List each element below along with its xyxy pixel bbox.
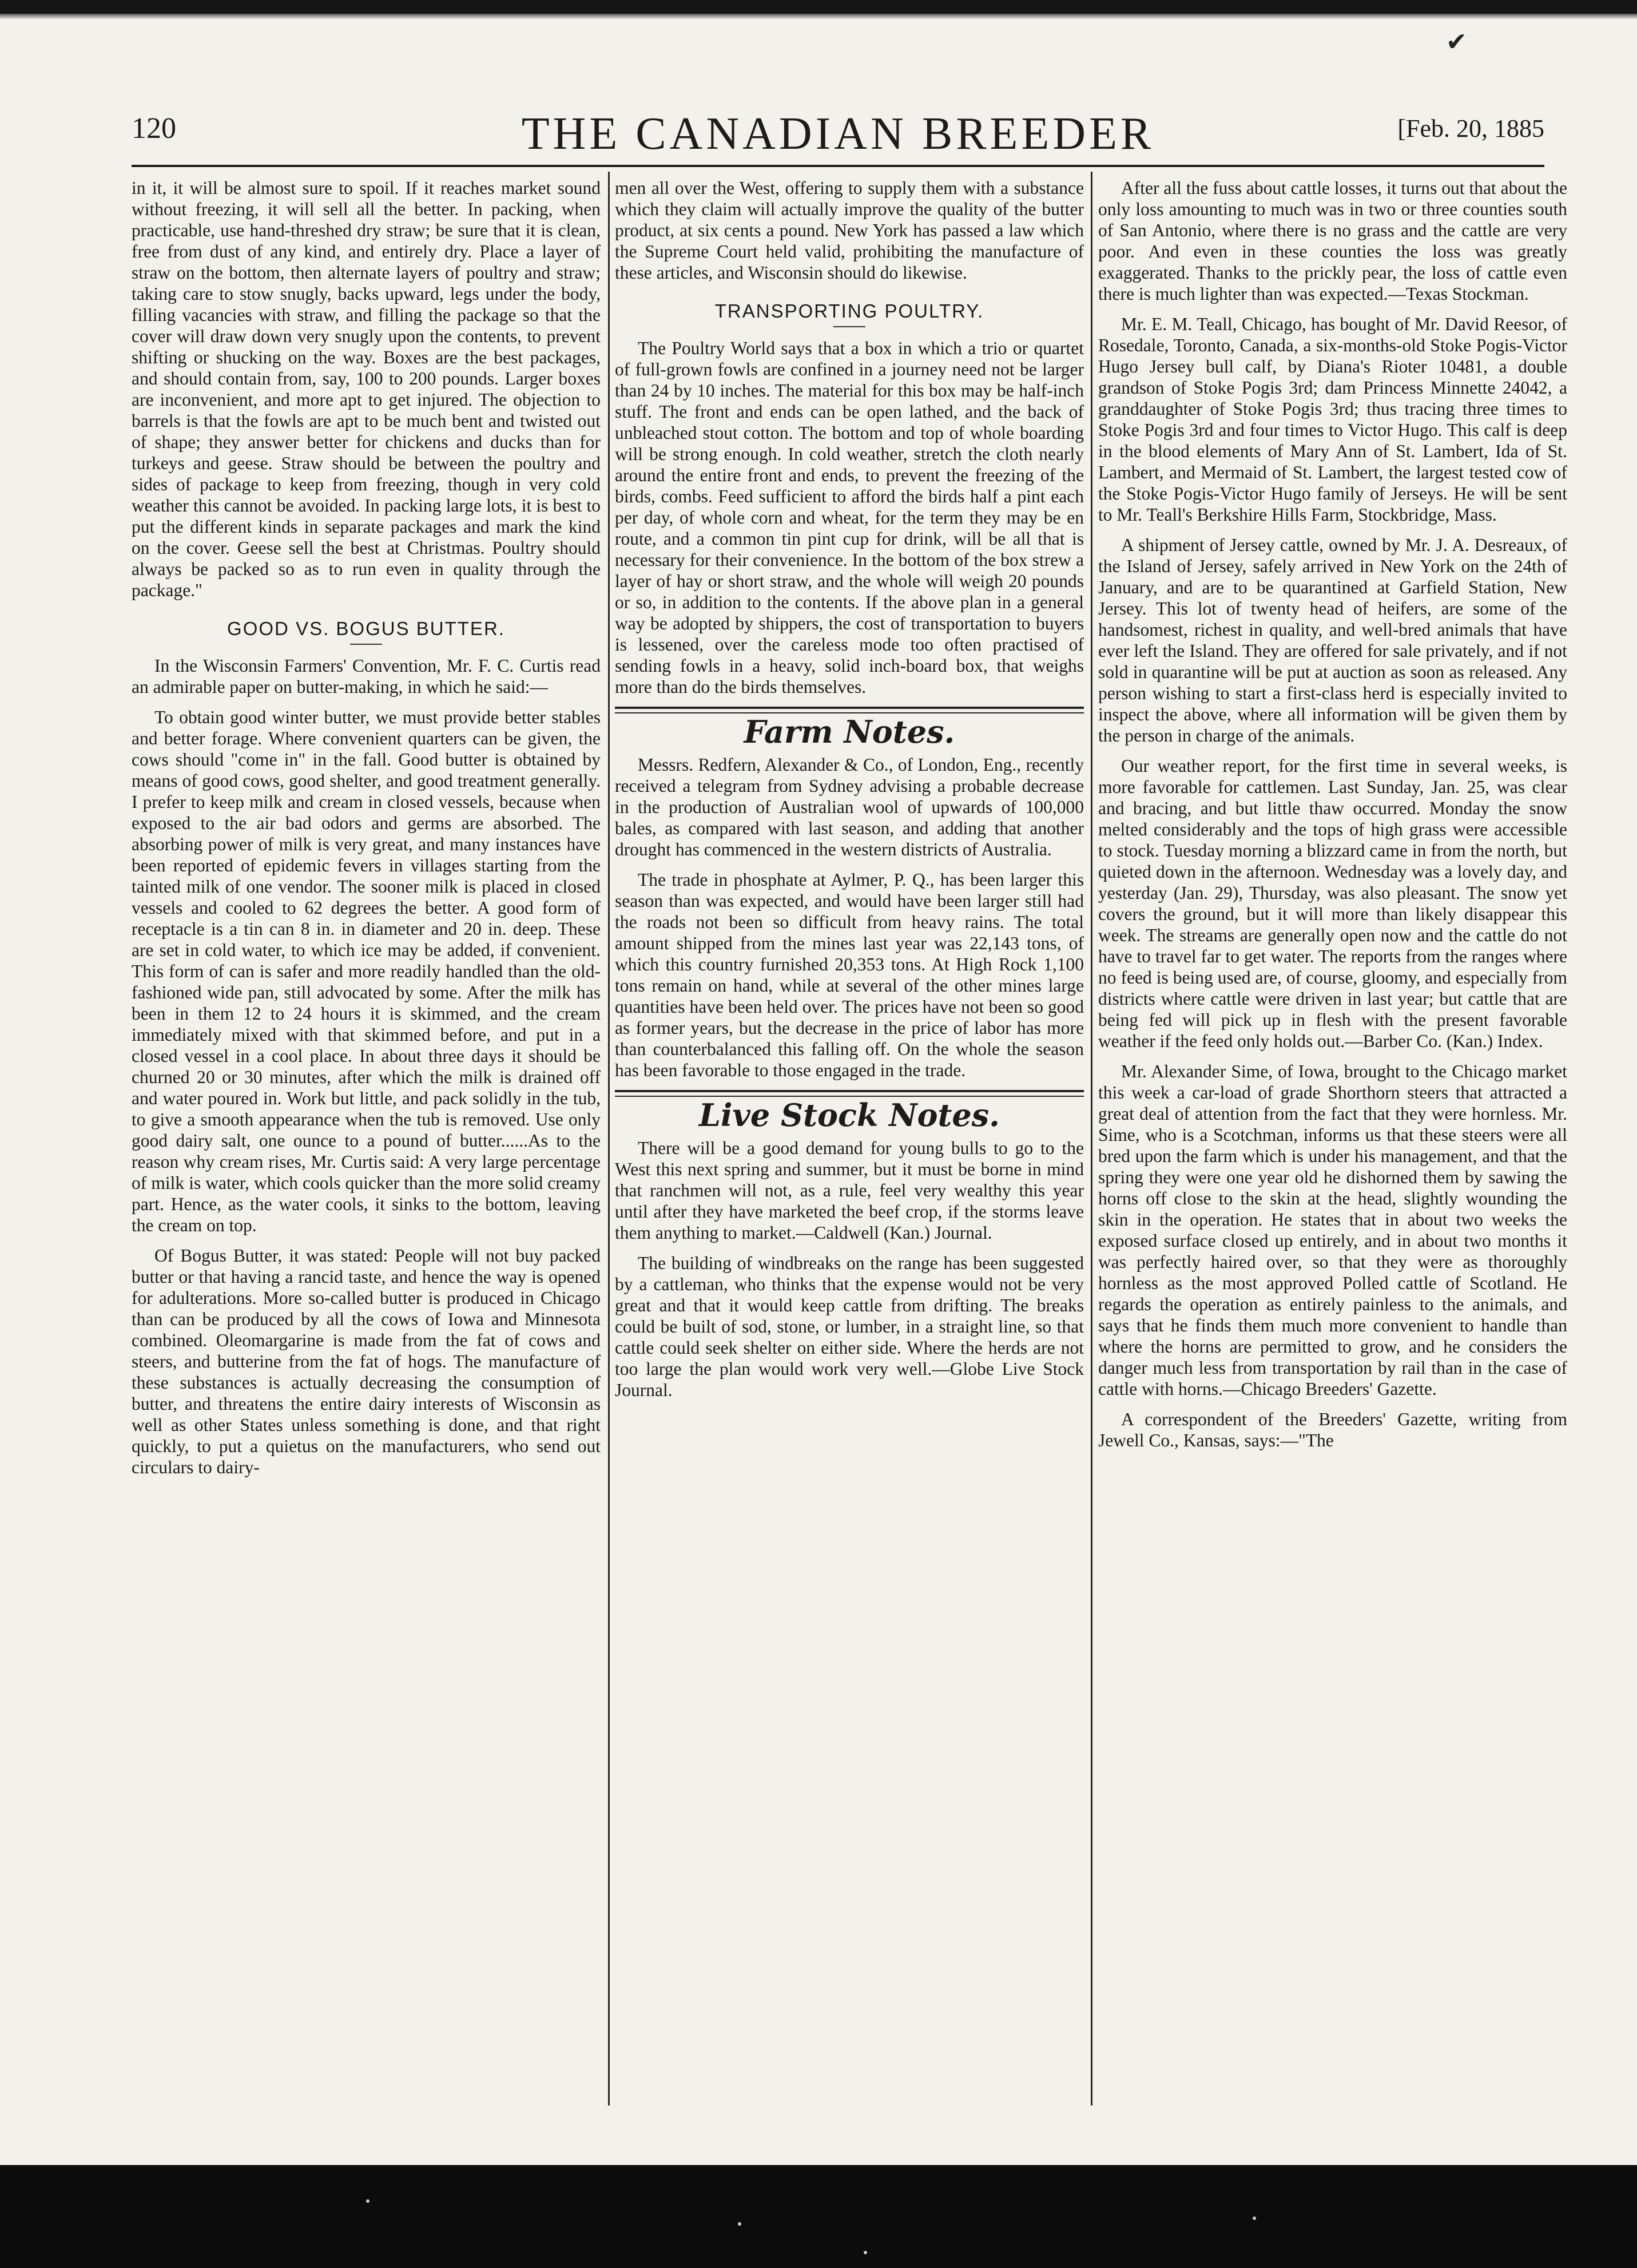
header-rule <box>132 165 1544 167</box>
column-1 <box>132 177 601 2111</box>
heading-dash <box>833 326 865 327</box>
scan-speck <box>366 2199 369 2203</box>
scan-speck <box>738 2222 741 2226</box>
heading-dash <box>350 644 382 645</box>
article-paragraph: The building of windbreaks on the range has been suggested by a cattleman, who thinks that the expense would not be very great and that it would keep cattle from drifting. The breaks could be built of sod, stone, or lumber, in a straight line, so that cattle could seek shelter on either side. Where the herds are not too large the plan would work very well.—Globe Live Stock Journal. <box>615 1253 1084 1400</box>
scan-top-shadow <box>0 14 1637 19</box>
article-paragraph: After all the fuss about cattle losses, it turns out that about the only loss amounting to much was in two or three counties south of San Antonio, where there is no grass and the cattle are very poor. And even in these counties the loss was greatly exaggerated. Thanks to the prickly pear, the loss of cattle even there is much lighter than was expected.—Texas Stockman. <box>1098 178 1567 304</box>
scan-speck <box>1253 2217 1256 2220</box>
article-paragraph: Messrs. Redfern, Alexander & Co., of London, Eng., recently received a telegram from Sydney advising a probable decrease in the production of Australian wool of upwards of 100,000 bales, as compared with last season, and adding that another drought has commenced in the western districts of Australia. <box>615 755 1084 859</box>
section-heading: TRANSPORTING POULTRY. <box>714 300 984 322</box>
section-heading: GOOD VS. BOGUS BUTTER. <box>227 618 505 639</box>
scan-speck <box>864 2251 867 2254</box>
article-paragraph: A shipment of Jersey cattle, owned by Mr. J. A. Desreaux, of the Island of Jersey, safely arrived in New York on the 24th of January, and are to be quarantined at Garfield Station, New Jersey. This lot of twenty head of heifers, are some of the handsomest, richest in quality, and well-bred animals that have ever left the Island. They are offered for sale privately, and if not sold in quarantine will be put at auction as soon as released. Any person wishing to start a first-class herd is especially invited to inspect the above, where all information will be given them by the person in charge of the animals. <box>1098 535 1567 746</box>
scan-top-border <box>0 0 1637 14</box>
column-3 <box>1098 177 1567 2111</box>
scan-bottom-border <box>0 2165 1637 2268</box>
article-paragraph: In the Wisconsin Farmers' Convention, Mr. F. C. Curtis read an admirable paper on butter-making, in which he said:— <box>132 656 601 697</box>
article-paragraph: Of Bogus Butter, it was stated: People will not buy packed butter or that having a rancid taste, and hence the way is opened for adulterations. More so-called butter is produced in Chicago than can be produced by all the cows of Iowa and Minnesota combined. Oleomargarine is made from the fat of cows and steers, and butterine from the fat of hogs. The manufacture of these substances is actually decreasing the consumption of butter, and threatens the entire dairy interests of Wisconsin as well as other States unless something is done, and that right quickly, to put a quietus on the manufacturers, who send out circulars to dairy- <box>132 1246 601 1477</box>
article-paragraph: Mr. Alexander Sime, of Iowa, brought to the Chicago market this week a car-load of grade Shorthorn steers that attracted a great deal of attention from the fact that they were hornless. Mr. Sime, who is a Scotchman, informs us that these steers were all bred upon the farm which is under his management, and that the spring they were one year old he dishorned them by sawing the horns off close to the skin at the head, slightly wounding the skin in the operation. He states that in about two weeks the exposed surface closed up entirely, and in about two months it was perfectly haired over, so that they were as thoroughly hornless as the most approved Polled cattle of Scotland. He regards the operation as entirely painless to the animals, and says that he finds them much more convenient to handle than where the horns are permitted to grow, and he considers the danger much less from transportation by rail than in the case of cattle with horns.—Chicago Breeders' Gazette. <box>1098 1061 1567 1399</box>
article-paragraph: There will be a good demand for young bulls to go to the West this next spring and summer, but it must be borne in mind that ranchmen will not, as a rule, feel very wealthy this year until after they have marketed the beef crop, if the storms leave them anything to market.—Caldwell (Kan.) Journal. <box>615 1138 1084 1243</box>
article-paragraph: in it, it will be almost sure to spoil. If it reaches market sound without freezing, it will sell all the better. In packing, when practicable, use hand-threshed dry straw; be sure that it is clean, free from dust of any kind, and entirely dry. Place a layer of straw on the bottom, then alternate layers of poultry and straw; taking care to stow snugly, backs upward, legs under the body, filling vacancies with straw, and filling the package so that the cover will draw down very snugly upon the contents, to prevent shifting or shucking on the way. Boxes are the best packages, and should contain from, say, 100 to 200 pounds. Larger boxes are inconvenient, and more apt to get injured. The objection to barrels is that the fowls are apt to be much bent and twisted out of shape; they answer better for chickens and ducks than for turkeys and geese. Straw should be between the poultry and sides of package to keep from freezing, though in very cold weather this cannot be avoided. In packing large lots, it is best to put the different kinds in separate packages and mark the kind on the cover. Geese sell the best at Christmas. Poultry should always be packed so as to run even in quality through the package." <box>132 178 601 600</box>
article-paragraph: men all over the West, offering to supply them with a substance which they claim will actually improve the quality of the butter product, at six cents a pound. New York has passed a law which the Supreme Court held valid, prohibiting the manufacture of these articles, and Wisconsin should do likewise. <box>615 178 1084 283</box>
section-rule <box>615 1090 1084 1097</box>
masthead-title: THE CANADIAN BREEDER <box>521 109 1155 159</box>
article-paragraph: To obtain good winter butter, we must provide better stables and better forage. Where convenient quarters can be given, the cows should "come in" in the fall. Good butter is obtained by means of good cows, good shelter, and good treatment generally. I prefer to keep milk and cream in closed vessels, because when exposed to the air bad odors and germs are absorbed. The absorbing power of milk is very great, and many instances have been reported of epidemic fevers in villages starting from the tainted milk of one vendor. The sooner milk is placed in closed vessels and cooled to 62 degrees the better. A good form of receptacle is a tin can 8 in. in diameter and 20 in. deep. These are set in cold water, to which ice may be added, if convenient. This form of can is safer and more readily handled than the old-fashioned wide pan, still advocated by some. After the milk has been in them 12 to 24 hours it is skimmed, and the cream immediately mixed with that skimmed before, and put in a closed vessel in a cool place. In about three days it should be churned 20 or 30 minutes, after which the milk is drained off and water poured in. Work but little, and pack solidly in the tub, to give a smooth appearance when the tub is removed. Use only good dairy salt, one ounce to a pound of butter......As to the reason why cream rises, Mr. Curtis said: A very large percentage of milk is water, which cools quicker than the more solid creamy part. Hence, as the water cools, it sinks to the bottom, leaving the cream on top. <box>132 707 601 1235</box>
column-2 <box>615 177 1084 2111</box>
page-number: 120 <box>132 112 176 145</box>
blackletter-heading: Live Stock Notes. <box>699 1097 1000 1133</box>
article-paragraph: Our weather report, for the first time in several weeks, is more favorable for cattlemen. Last Sunday, Jan. 25, was clear and bracing, and but little thaw occurred. Monday the snow melted considerably and the tops of high grass were accessible to stock. Tuesday morning a blizzard came in from the north, but quieted down in the afternoon. Wednesday was a lovely day, and yesterday (Jan. 29), Thursday, was also pleasant. The snow yet covers the ground, but it will more than likely disappear this week. The streams are generally open now and the cattle do not have to travel far to get water. The reports from the ranges where no feed is being used are, of course, gloomy, and especially from districts where cattle were driven in last year; but cattle that are being fed will pick up in flesh with the present favorable weather if the feed only holds out.—Barber Co. (Kan.) Index. <box>1098 756 1567 1051</box>
column-divider <box>608 172 610 2106</box>
article-paragraph: The trade in phosphate at Aylmer, P. Q., has been larger this season than was expected, and would have been larger still had the roads not been so difficult from heavy rains. The total amount shipped from the mines last year was 22,143 tons, of which this country furnished 20,353 tons. At High Rock 1,100 tons remain on hand, while at several of the other mines large quantities have been held over. The prices have not been so good as former years, but the decrease in the price of labor has more than counterbalanced this falling off. On the whole the season has been favorable to those engaged in the trade. <box>615 870 1084 1080</box>
blackletter-heading: Farm Notes. <box>744 713 955 750</box>
column-divider <box>1091 172 1092 2106</box>
issue-date: [Feb. 20, 1885 <box>1397 114 1544 142</box>
page-header <box>132 109 1544 163</box>
article-paragraph: The Poultry World says that a box in which a trio or quartet of full-grown fowls are confined in a journey need not be larger than 24 by 10 inches. The material for this box may be half-inch stuff. The front and ends can be open lathed, and the back of unbleached stout cotton. The bottom and top of whole boarding will be strong enough. In cold weather, stretch the cloth nearly around the entire front and ends, to prevent the freezing of the birds, combs. Feed sufficient to afford the birds half a pint each per day, of whole corn and wheat, for the term they may be en route, and a common tin pint cup for drink, will be all that is necessary for their convenience. In the bottom of the box strew a layer of hay or short straw, and the whole will weigh 20 pounds or so, in addition to the contents. If the above plan in a general way be adopted by shippers, the cost of transportation to buyers is lessened, over the careless mode too often practised of sending fowls in a heavy, solid inch-board box, that weighs more than do the birds themselves. <box>615 338 1084 697</box>
ink-mark: ✔ <box>1446 28 1467 56</box>
section-rule <box>615 707 1084 713</box>
article-paragraph: A correspondent of the Breeders' Gazette, writing from Jewell Co., Kansas, says:—"The <box>1098 1409 1567 1450</box>
article-paragraph: Mr. E. M. Teall, Chicago, has bought of Mr. David Reesor, of Rosedale, Toronto, Canada, a six-months-old Stoke Pogis-Victor Hugo Jersey bull calf, by Diana's Rioter 10481, a double grandson of Stoke Pogis 3rd; dam Princess Minnette 24042, a granddaughter of Stoke Pogis 3rd; thus tracing three times to Stoke Pogis 3rd and four times to Victor Hugo. This calf is deep in the blood elements of Mary Ann of St. Lambert, Ida of St. Lambert, and Mermaid of St. Lambert, the largest tested cow of the Stoke Pogis-Victor Hugo family of Jerseys. He will be sent to Mr. Teall's Berkshire Hills Farm, Stockbridge, Mass. <box>1098 314 1567 525</box>
